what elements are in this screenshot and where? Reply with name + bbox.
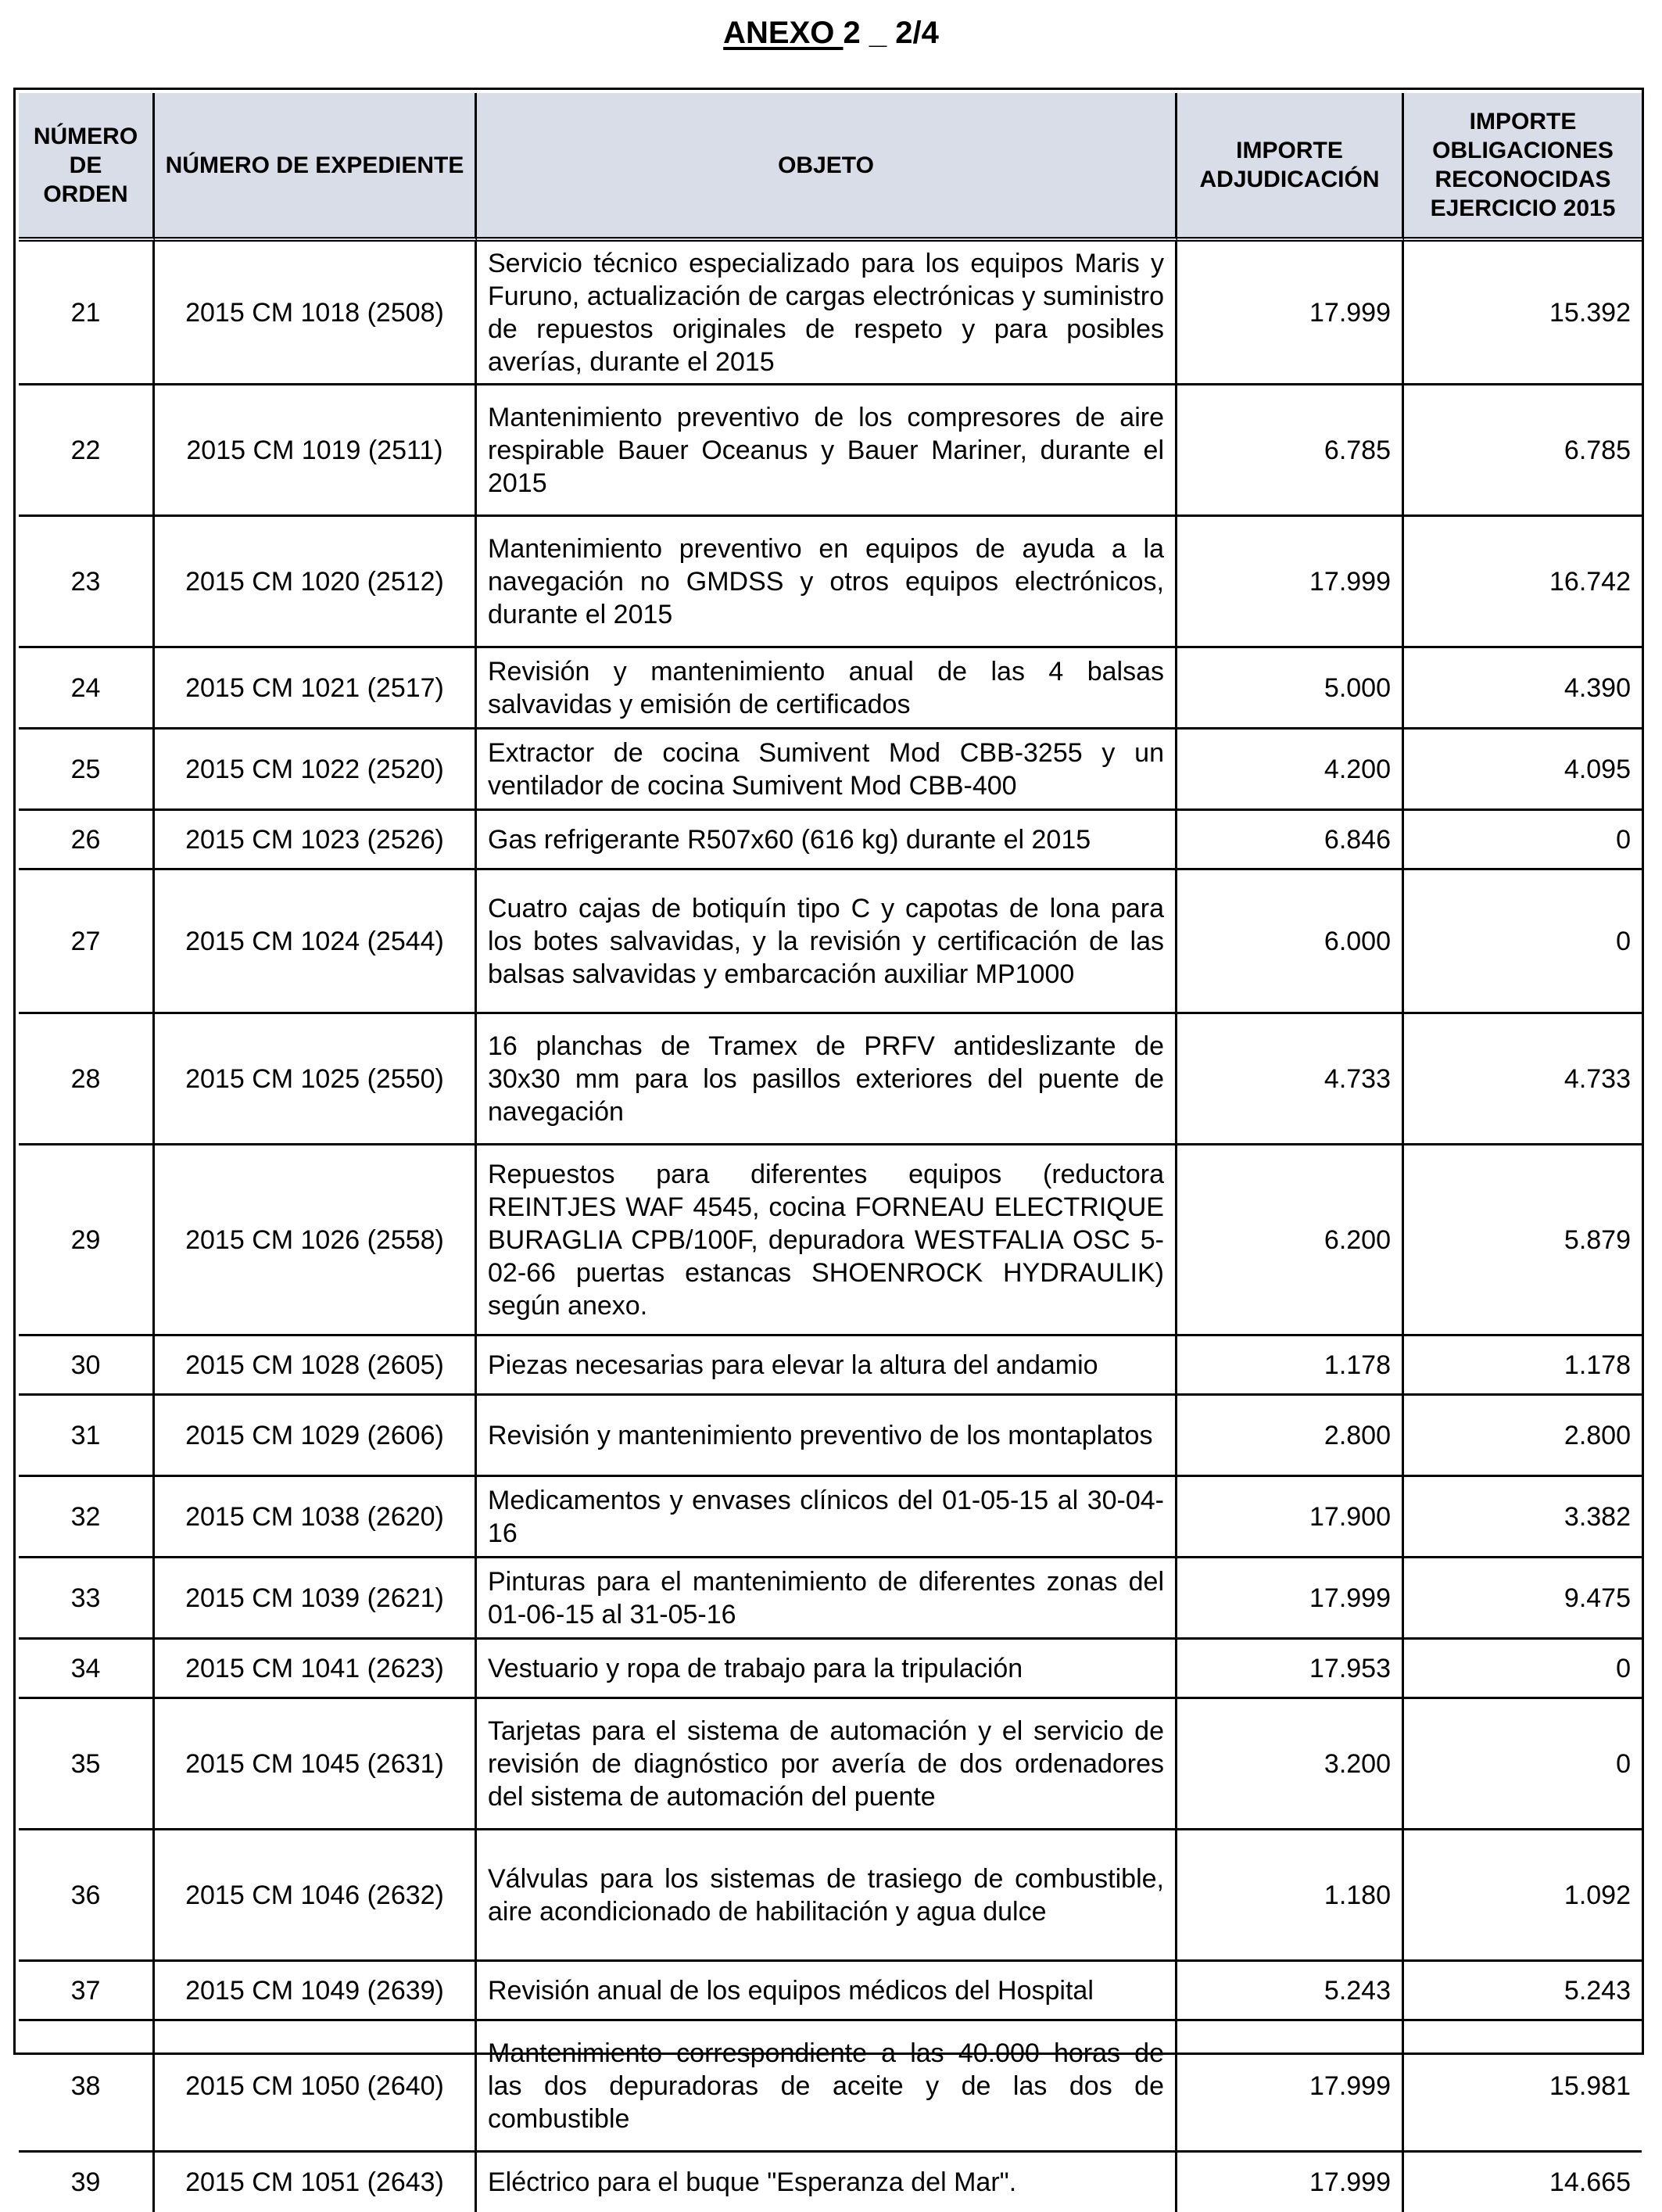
cell-orden: 34 — [19, 1640, 155, 1699]
table-row — [19, 730, 1642, 811]
cell-objeto: Repuestos para diferentes equipos (reductora REINTJES WAF 4545, cocina FORNEAU ELECTRIQUE BURAGLIA CPB/100F, depuradora WESTFALIA OSC 5-02-66 puertas estancas SHOENROCK HYDRAULIK) según anexo. — [477, 1145, 1177, 1336]
table-row — [19, 385, 1642, 517]
cell-expediente: 2015 CM 1018 (2508) — [155, 242, 477, 385]
cell-obligaciones: 5.879 — [1404, 1145, 1642, 1336]
cell-objeto: Revisión y mantenimiento anual de las 4 balsas salvavidas y emisión de certificados — [477, 648, 1177, 730]
header-orden: NÚMERO DE ORDEN — [19, 93, 155, 242]
cell-adjudicacion: 6.846 — [1177, 811, 1404, 870]
cell-expediente: 2015 CM 1021 (2517) — [155, 648, 477, 730]
table-row — [19, 1962, 1642, 2021]
table-row — [19, 1830, 1642, 1962]
annex-table-frame — [13, 88, 1644, 2197]
cell-orden: 28 — [19, 1014, 155, 1145]
cell-adjudicacion: 1.180 — [1177, 1830, 1404, 1962]
cell-expediente: 2015 CM 1020 (2512) — [155, 517, 477, 648]
table-row — [19, 242, 1642, 385]
table-row — [19, 1699, 1642, 1830]
table-row — [19, 811, 1642, 870]
cell-expediente: 2015 CM 1041 (2623) — [155, 1640, 477, 1699]
cell-objeto: Extractor de cocina Sumivent Mod CBB-3255 y un ventilador de cocina Sumivent Mod CBB-400 — [477, 730, 1177, 811]
cell-orden: 23 — [19, 517, 155, 648]
cell-adjudicacion: 6.200 — [1177, 1145, 1404, 1336]
cell-adjudicacion: 4.733 — [1177, 1014, 1404, 1145]
cell-obligaciones: 0 — [1404, 1699, 1642, 1830]
header-adjudicacion: IMPORTE ADJUDICACIÓN — [1177, 93, 1404, 242]
cell-orden: 26 — [19, 811, 155, 870]
header-obligaciones: IMPORTE OBLIGACIONES RECONOCIDAS EJERCICIO 2015 — [1404, 93, 1642, 242]
table-row — [19, 1336, 1642, 1396]
cell-obligaciones: 14.665 — [1549, 2167, 1631, 2197]
cell-expediente: 2015 CM 1029 (2606) — [155, 1396, 477, 1477]
cell-objeto: Eléctrico para el buque "Esperanza del Mar". — [477, 2153, 1177, 2212]
cell-expediente: 2015 CM 1039 (2621) — [155, 1558, 477, 1640]
cell-orden: 31 — [19, 1396, 155, 1477]
cell-obligaciones: 1.178 — [1404, 1336, 1642, 1396]
cell-obligaciones: 15.981 — [1404, 2021, 1642, 2153]
cell-expediente: 2015 CM 1024 (2544) — [155, 870, 477, 1014]
cell-orden: 24 — [19, 648, 155, 730]
title-prefix: ANEXO — [723, 16, 844, 50]
table-header-row — [19, 93, 1642, 242]
cell-orden: 33 — [19, 1558, 155, 1640]
cell-adjudicacion: 17.900 — [1177, 1477, 1404, 1558]
cell-objeto: Piezas necesarias para elevar la altura del andamio — [477, 1336, 1177, 1396]
cell-orden: 21 — [19, 242, 155, 385]
cell-expediente: 2015 CM 1025 (2550) — [155, 1014, 477, 1145]
cell-obligaciones: 9.475 — [1404, 1558, 1642, 1640]
table-row — [19, 2021, 1642, 2153]
cell-orden: 39 — [19, 2153, 155, 2212]
cell-expediente: 2015 CM 1028 (2605) — [155, 1336, 477, 1396]
page-title — [0, 11, 1662, 55]
cell-expediente: 2015 CM 1038 (2620) — [155, 1477, 477, 1558]
cell-adjudicacion: 17.999 — [1177, 517, 1404, 648]
cell-adjudicacion: 6.785 — [1177, 385, 1404, 517]
annex-table — [19, 93, 1642, 2212]
cell-expediente: 2015 CM 1026 (2558) — [155, 1145, 477, 1336]
cell-obligaciones: 3.382 — [1404, 1477, 1642, 1558]
cell-obligaciones: 1.092 — [1404, 1830, 1642, 1962]
table-row — [19, 2153, 1642, 2212]
cell-orden: 32 — [19, 1477, 155, 1558]
cell-orden: 25 — [19, 730, 155, 811]
cell-adjudicacion: 6.000 — [1177, 870, 1404, 1014]
cell-expediente: 2015 CM 1019 (2511) — [155, 385, 477, 517]
cell-objeto: Vestuario y ropa de trabajo para la tripulación — [477, 1640, 1177, 1699]
table-row — [19, 1014, 1642, 1145]
header-objeto: OBJETO — [477, 93, 1177, 242]
header-expediente: NÚMERO DE EXPEDIENTE — [155, 93, 477, 242]
cell-adjudicacion: 17.999 — [1177, 2021, 1404, 2153]
cell-orden: 29 — [19, 1145, 155, 1336]
cell-adjudicacion: 1.178 — [1177, 1336, 1404, 1396]
table-row — [19, 1477, 1642, 1558]
cell-obligaciones: 0 — [1404, 870, 1642, 1014]
table-row — [19, 870, 1642, 1014]
cell-expediente: 2015 CM 1022 (2520) — [155, 730, 477, 811]
table-row — [19, 1145, 1642, 1336]
cell-adjudicacion: 17.999 — [1177, 2153, 1404, 2212]
cell-objeto: 16 planchas de Tramex de PRFV antideslizante de 30x30 mm para los pasillos exteriores del puente de navegación — [477, 1014, 1177, 1145]
cell-expediente: 2015 CM 1049 (2639) — [155, 1962, 477, 2021]
table-row — [19, 1558, 1642, 1640]
cell-objeto: Mantenimiento preventivo en equipos de ayuda a la navegación no GMDSS y otros equipos electrónicos, durante el 2015 — [477, 517, 1177, 648]
cell-obligaciones: 4.390 — [1404, 648, 1642, 730]
cell-obligaciones: 15.392 — [1404, 242, 1642, 385]
cell-objeto: Revisión y mantenimiento preventivo de los montaplatos — [477, 1396, 1177, 1477]
cell-obligaciones: 2.800 — [1404, 1396, 1642, 1477]
cell-orden: 30 — [19, 1336, 155, 1396]
cell-orden: 35 — [19, 1699, 155, 1830]
cell-adjudicacion: 17.953 — [1177, 1640, 1404, 1699]
cell-expediente: 2015 CM 1045 (2631) — [155, 1699, 477, 1830]
cell-adjudicacion: 4.200 — [1177, 730, 1404, 811]
cell-expediente: 2015 CM 1023 (2526) — [155, 811, 477, 870]
table-body — [19, 242, 1642, 2212]
cell-orden: 37 — [19, 1962, 155, 2021]
table-row — [19, 1396, 1642, 1477]
cell-objeto: Mantenimiento preventivo de los compresores de aire respirable Bauer Oceanus y Bauer Mariner, durante el 2015 — [477, 385, 1177, 517]
cell-obligaciones: 16.742 — [1404, 517, 1642, 648]
cell-objeto: Válvulas para los sistemas de trasiego de combustible, aire acondicionado de habilitación y agua dulce — [477, 1830, 1177, 1962]
cell-obligaciones: 4.733 — [1404, 1014, 1642, 1145]
cell-objeto: Tarjetas para el sistema de automación y el servicio de revisión de diagnóstico por avería de dos ordenadores del sistema de automación del puente — [477, 1699, 1177, 1830]
cell-obligaciones: 4.095 — [1404, 730, 1642, 811]
title-suffix: 2 _ 2/4 — [843, 16, 939, 50]
cell-objeto: Servicio técnico especializado para los equipos Maris y Furuno, actualización de cargas electrónicas y suministro de repuestos originales de respeto y para posibles averías, durante el 2015 — [477, 242, 1177, 385]
cell-objeto: Gas refrigerante R507x60 (616 kg) durante el 2015 — [477, 811, 1177, 870]
cell-adjudicacion: 17.999 — [1177, 1558, 1404, 1640]
cell-obligaciones: 6.785 — [1404, 385, 1642, 517]
cell-adjudicacion: 5.000 — [1177, 648, 1404, 730]
cell-objeto: Cuatro cajas de botiquín tipo C y capotas de lona para los botes salvavidas, y la revisión y certificación de las balsas salvavidas y embarcación auxiliar MP1000 — [477, 870, 1177, 1014]
cell-orden: 38 — [19, 2021, 155, 2153]
cell-adjudicacion: 17.999 — [1177, 242, 1404, 385]
cell-expediente: 2015 CM 1046 (2632) — [155, 1830, 477, 1962]
table-row — [19, 648, 1642, 730]
cell-objeto: Medicamentos y envases clínicos del 01-05-15 al 30-04-16 — [477, 1477, 1177, 1558]
cell-obligaciones: 0 — [1404, 811, 1642, 870]
cell-objeto: Mantenimiento correspondiente a las 40.000 horas de las dos depuradoras de aceite y de las dos de combustible — [477, 2021, 1177, 2153]
table-row — [19, 1640, 1642, 1699]
table-row — [19, 517, 1642, 648]
cell-obligaciones: 0 — [1404, 1640, 1642, 1699]
cell-objeto: Pinturas para el mantenimiento de diferentes zonas del 01-06-15 al 31-05-16 — [477, 1558, 1177, 1640]
cell-orden: 36 — [19, 1830, 155, 1962]
cell-expediente: 2015 CM 1050 (2640) — [155, 2021, 477, 2153]
cell-orden: 27 — [19, 870, 155, 1014]
cell-objeto: Revisión anual de los equipos médicos del Hospital — [477, 1962, 1177, 2021]
cell-expediente: 2015 CM 1051 (2643) — [155, 2153, 477, 2212]
cell-adjudicacion: 3.200 — [1177, 1699, 1404, 1830]
cell-orden: 22 — [19, 385, 155, 517]
cell-obligaciones: 5.243 — [1404, 1962, 1642, 2021]
cell-adjudicacion: 2.800 — [1177, 1396, 1404, 1477]
cell-adjudicacion: 5.243 — [1177, 1962, 1404, 2021]
